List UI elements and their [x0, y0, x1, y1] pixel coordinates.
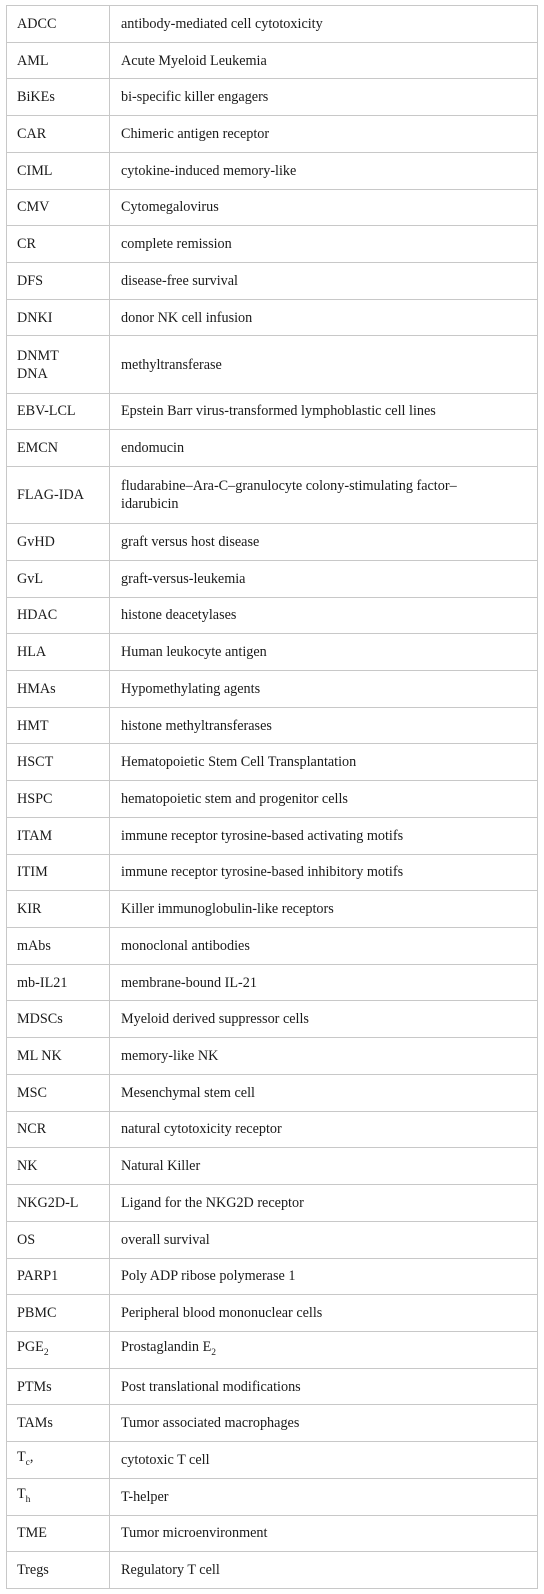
table-row	[7, 560, 538, 597]
abbreviation-cell: HMAs	[7, 671, 110, 708]
abbreviation-cell	[7, 1331, 110, 1368]
definition-text: Prostaglandin E	[121, 1338, 212, 1355]
definition-cell: immune receptor tyrosine-based inhibitory motifs	[110, 854, 538, 891]
definition-cell: overall survival	[110, 1221, 538, 1258]
abbreviation-cell: HSPC	[7, 781, 110, 818]
table-row	[7, 891, 538, 928]
definition-cell: membrane-bound IL-21	[110, 964, 538, 1001]
abbreviation-subscript: 2	[43, 1347, 49, 1358]
abbreviation-cell	[7, 1478, 110, 1515]
definition-cell: graft versus host disease	[110, 524, 538, 561]
abbreviation-line: DNMT	[17, 347, 59, 364]
definition-cell: cytokine-induced memory-like	[110, 152, 538, 189]
abbreviation-subscript: h	[25, 1494, 31, 1505]
abbreviation-cell: AML	[7, 42, 110, 79]
table-row	[7, 964, 538, 1001]
table-row	[7, 1148, 538, 1185]
definition-cell: natural cytotoxicity receptor	[110, 1111, 538, 1148]
abbreviation-text: PGE	[17, 1338, 44, 1355]
definition-cell: Tumor associated macrophages	[110, 1405, 538, 1442]
table-row	[7, 79, 538, 116]
abbreviation-cell: CIML	[7, 152, 110, 189]
definition-cell: Epstein Barr virus-transformed lymphoblastic cell lines	[110, 393, 538, 430]
abbreviation-cell: MSC	[7, 1074, 110, 1111]
table-row	[7, 6, 538, 43]
definition-cell: endomucin	[110, 430, 538, 467]
definition-cell: disease-free survival	[110, 263, 538, 300]
table-row	[7, 467, 538, 524]
table-row	[7, 1221, 538, 1258]
table-row	[7, 671, 538, 708]
table-row	[7, 1074, 538, 1111]
abbreviation-cell: Tregs	[7, 1552, 110, 1589]
table-row	[7, 1185, 538, 1222]
definition-cell: Poly ADP ribose polymerase 1	[110, 1258, 538, 1295]
abbreviation-cell: GvL	[7, 560, 110, 597]
definition-cell: complete remission	[110, 226, 538, 263]
abbreviation-cell: PARP1	[7, 1258, 110, 1295]
definition-cell: Peripheral blood mononuclear cells	[110, 1295, 538, 1332]
definition-cell: hematopoietic stem and progenitor cells	[110, 781, 538, 818]
abbreviation-line: DNA	[17, 365, 48, 382]
abbreviation-subscript: c	[25, 1457, 30, 1468]
table-row	[7, 1442, 538, 1479]
abbreviation-cell: mAbs	[7, 928, 110, 965]
table-row	[7, 1038, 538, 1075]
abbreviation-cell: DNKI	[7, 299, 110, 336]
definition-subscript: 2	[211, 1347, 216, 1358]
definition-cell: Killer immunoglobulin-like receptors	[110, 891, 538, 928]
table-row	[7, 430, 538, 467]
abbreviation-cell: FLAG-IDA	[7, 467, 110, 524]
definition-cell: Post translational modifications	[110, 1368, 538, 1405]
table-row	[7, 597, 538, 634]
definition-cell: Tumor microenvironment	[110, 1515, 538, 1552]
definition-cell: antibody-mediated cell cytotoxicity	[110, 6, 538, 43]
abbreviation-cell: MDSCs	[7, 1001, 110, 1038]
table-row	[7, 928, 538, 965]
table-row	[7, 263, 538, 300]
table-row	[7, 152, 538, 189]
definition-cell: T-helper	[110, 1478, 538, 1515]
abbreviation-cell: OS	[7, 1221, 110, 1258]
table-row	[7, 1331, 538, 1368]
abbreviation-cell: CR	[7, 226, 110, 263]
abbreviation-cell: HLA	[7, 634, 110, 671]
table-row	[7, 1111, 538, 1148]
table-row	[7, 189, 538, 226]
table-row	[7, 299, 538, 336]
definition-cell: Hypomethylating agents	[110, 671, 538, 708]
definition-line: fludarabine–Ara-C–granulocyte colony-stimulating factor–	[121, 478, 457, 495]
definition-cell	[110, 467, 538, 524]
abbreviation-cell: NKG2D-L	[7, 1185, 110, 1222]
definition-cell: Ligand for the NKG2D receptor	[110, 1185, 538, 1222]
abbreviation-cell: KIR	[7, 891, 110, 928]
definition-cell: methyltransferase	[110, 336, 538, 393]
table-row	[7, 393, 538, 430]
table-row	[7, 1258, 538, 1295]
definition-cell: Myeloid derived suppressor cells	[110, 1001, 538, 1038]
abbreviation-cell: ITIM	[7, 854, 110, 891]
definition-cell: immune receptor tyrosine-based activating motifs	[110, 817, 538, 854]
definition-cell: Natural Killer	[110, 1148, 538, 1185]
abbreviation-text: T	[17, 1449, 26, 1466]
table-row	[7, 817, 538, 854]
abbreviation-cell: PBMC	[7, 1295, 110, 1332]
table-row	[7, 116, 538, 153]
table-row	[7, 42, 538, 79]
abbreviation-cell: TME	[7, 1515, 110, 1552]
abbreviation-cell: BiKEs	[7, 79, 110, 116]
definition-cell: monoclonal antibodies	[110, 928, 538, 965]
abbreviation-cell: mb-IL21	[7, 964, 110, 1001]
table-row	[7, 1368, 538, 1405]
definition-cell: Human leukocyte antigen	[110, 634, 538, 671]
abbreviation-cell: NCR	[7, 1111, 110, 1148]
abbreviation-cell: EBV-LCL	[7, 393, 110, 430]
table-row	[7, 524, 538, 561]
table-row	[7, 781, 538, 818]
definition-cell: graft-versus-leukemia	[110, 560, 538, 597]
abbreviations-table	[6, 5, 538, 1589]
table-row	[7, 336, 538, 393]
definition-cell	[110, 1331, 538, 1368]
definition-cell: donor NK cell infusion	[110, 299, 538, 336]
table-row	[7, 854, 538, 891]
abbreviation-cell: CMV	[7, 189, 110, 226]
abbreviation-text: T	[17, 1485, 26, 1502]
definition-cell: bi-specific killer engagers	[110, 79, 538, 116]
abbreviation-cell	[7, 336, 110, 393]
definition-cell: histone methyltransferases	[110, 707, 538, 744]
table-row	[7, 1001, 538, 1038]
table-row	[7, 1478, 538, 1515]
abbreviation-cell: TAMs	[7, 1405, 110, 1442]
table-row	[7, 226, 538, 263]
abbreviation-cell: HSCT	[7, 744, 110, 781]
abbreviation-cell: PTMs	[7, 1368, 110, 1405]
abbreviation-cell: HDAC	[7, 597, 110, 634]
abbreviation-cell: NK	[7, 1148, 110, 1185]
definition-cell: histone deacetylases	[110, 597, 538, 634]
abbreviation-cell: EMCN	[7, 430, 110, 467]
abbreviation-cell: CAR	[7, 116, 110, 153]
definition-cell: cytotoxic T cell	[110, 1442, 538, 1479]
table-row	[7, 707, 538, 744]
definition-cell: Mesenchymal stem cell	[110, 1074, 538, 1111]
definition-cell: Chimeric antigen receptor	[110, 116, 538, 153]
abbreviation-cell: ADCC	[7, 6, 110, 43]
definition-cell: Acute Myeloid Leukemia	[110, 42, 538, 79]
table-row	[7, 1552, 538, 1589]
definition-line: idarubicin	[121, 496, 179, 513]
table-row	[7, 1405, 538, 1442]
definition-cell: Cytomegalovirus	[110, 189, 538, 226]
abbreviation-cell: ITAM	[7, 817, 110, 854]
abbreviation-cell	[7, 1442, 110, 1479]
abbreviation-cell: GvHD	[7, 524, 110, 561]
table-row	[7, 1515, 538, 1552]
abbreviation-cell: DFS	[7, 263, 110, 300]
abbreviation-cell: HMT	[7, 707, 110, 744]
definition-cell: memory-like NK	[110, 1038, 538, 1075]
table-row	[7, 1295, 538, 1332]
table-row	[7, 744, 538, 781]
definition-cell: Hematopoietic Stem Cell Transplantation	[110, 744, 538, 781]
abbreviation-tail: ,	[29, 1449, 34, 1466]
table-row	[7, 634, 538, 671]
abbreviation-cell: ML NK	[7, 1038, 110, 1075]
definition-cell: Regulatory T cell	[110, 1552, 538, 1589]
